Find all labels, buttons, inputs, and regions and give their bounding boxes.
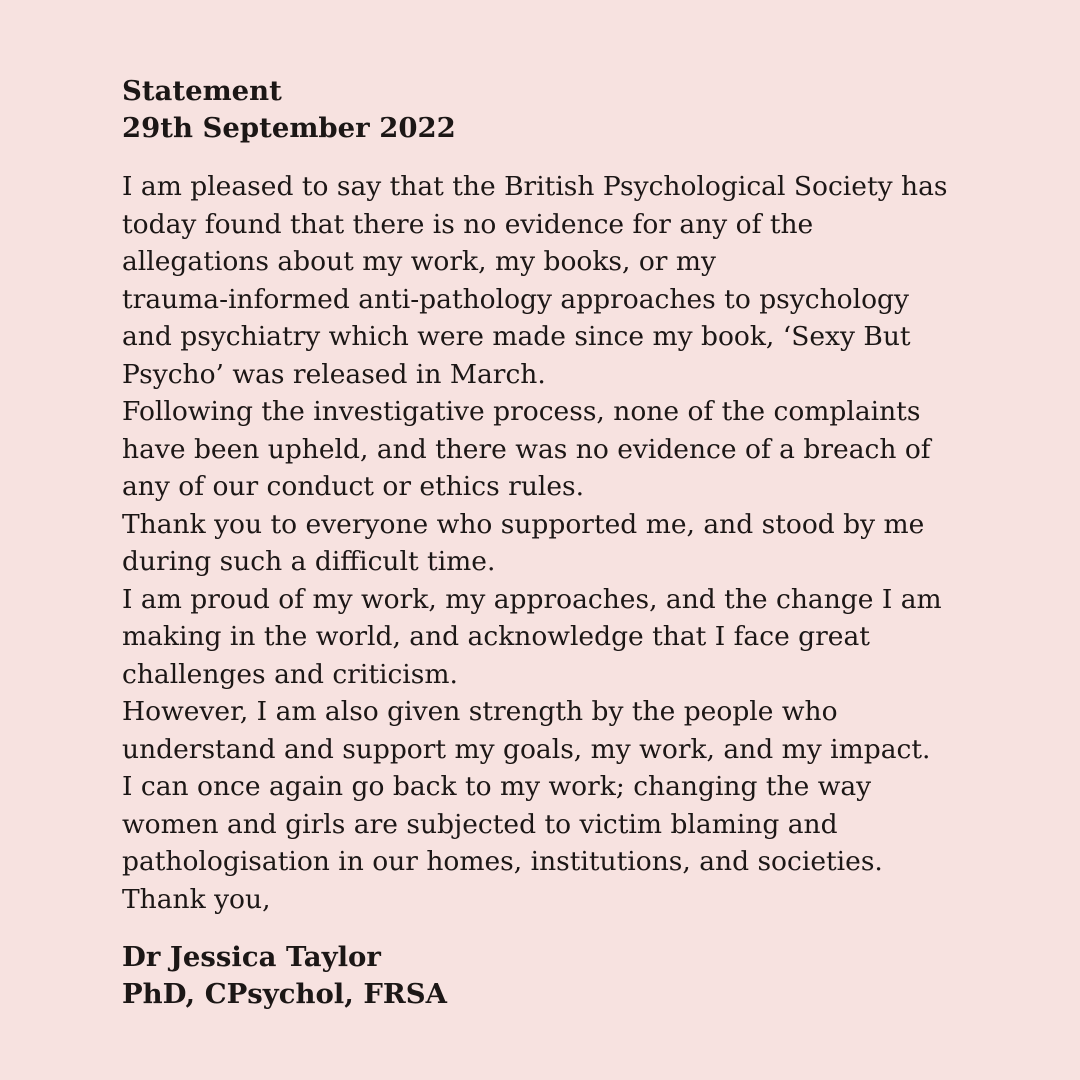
signature-name: Dr Jessica Taylor [122,941,381,973]
statement-body [122,168,1020,918]
body-line: have been upheld, and there was no evidence of a breach of [122,433,931,465]
body-line: trauma-informed anti-pathology approaches to psychology [122,283,909,315]
body-line: However, I am also given strength by the people who [122,696,838,727]
body-line: I am proud of my work, my approaches, and the change I am [122,583,942,615]
statement-header [122,73,1020,147]
body-line: Following the investigative process, none of the complaints [122,396,921,427]
statement-title: Statement [122,75,282,107]
signature-block [122,939,1020,1013]
body-line: allegations about my work, my books, or my [122,246,716,277]
body-line: during such a difficult time. [122,546,496,577]
body-line: women and girls are subjected to victim blaming and [122,808,838,840]
statement-date: 29th September 2022 [122,112,456,144]
body-line: and psychiatry which were made since my book, ‘Sexy But [122,321,911,352]
body-line: Thank you to everyone who supported me, and stood by me [122,508,925,540]
body-line: Thank you, [122,883,271,915]
signature-credentials: PhD, CPsychol, FRSA [122,978,447,1010]
body-line: any of our conduct or ethics rules. [122,471,585,502]
body-line: understand and support my goals, my work, and my impact. [122,733,931,765]
body-line: I am pleased to say that the British Psychological Society has [122,171,948,202]
body-line: pathologisation in our homes, institutions, and societies. [122,846,883,877]
body-line: challenges and criticism. [122,658,458,690]
body-line: I can once again go back to my work; changing the way [122,771,872,802]
body-line: today found that there is no evidence for any of the [122,208,814,240]
body-line: Psycho’ was released in March. [122,358,546,390]
body-line: making in the world, and acknowledge that I face great [122,621,870,652]
